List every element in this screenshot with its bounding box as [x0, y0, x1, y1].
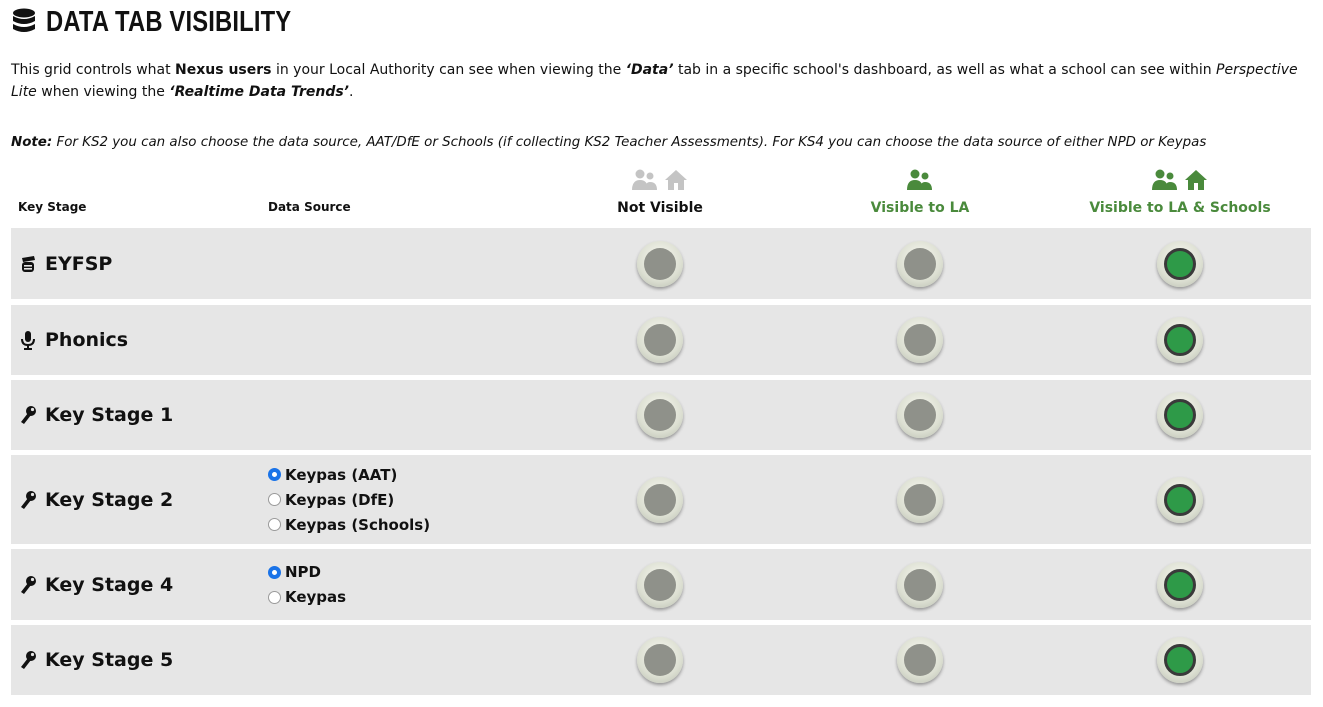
visible-la-toggle[interactable] [897, 241, 943, 287]
visible-la-header [800, 166, 1040, 216]
visible-la-schools-toggle[interactable] [1157, 637, 1203, 683]
note-text [11, 132, 1311, 154]
stage-cell [19, 380, 173, 450]
visible-la-schools-header [1060, 166, 1300, 216]
visible-la-toggle[interactable] [897, 637, 943, 683]
source-option[interactable] [268, 586, 346, 608]
not-visible-toggle[interactable] [637, 241, 683, 287]
not-visible-header [540, 166, 780, 216]
stage-label: Key Stage 4 [45, 573, 174, 596]
intro-text-part: in your Local Authority can see when viewing the [271, 62, 626, 78]
home-icon [1184, 169, 1208, 191]
intro-perspective-lite: Perspective Lite [11, 62, 1298, 100]
intro-nexus-users: Nexus users [175, 62, 272, 78]
table-row [11, 305, 1311, 375]
page-title: DATA TAB VISIBILITY [46, 5, 292, 38]
radio-button[interactable] [268, 468, 281, 481]
stage-cell [19, 228, 112, 299]
wrench-icon [19, 405, 37, 425]
stage-cell [19, 455, 173, 544]
table-row [11, 455, 1311, 544]
source-option-label: Keypas [285, 588, 347, 606]
source-option-label: Keypas (DfE) [285, 490, 395, 509]
source-option-label: Keypas (AAT) [285, 465, 398, 484]
source-option-label: Keypas (Schools) [285, 515, 431, 534]
note-label: Note: [11, 135, 53, 150]
visible-la-schools-toggle[interactable] [1157, 477, 1203, 523]
stage-label: Key Stage 2 [45, 488, 174, 511]
radio-button[interactable] [268, 591, 281, 604]
visible-la-toggle[interactable] [897, 477, 943, 523]
microphone-icon [19, 330, 37, 350]
not-visible-toggle[interactable] [637, 562, 683, 608]
intro-data-tab: ‘Data’ [625, 62, 674, 78]
source-option-label: NPD [285, 563, 321, 581]
visible-la-label: Visible to LA [870, 200, 970, 216]
users-icon [632, 169, 658, 191]
intro-text-part: tab in a specific school's dashboard, as well as what a school can see within [673, 62, 1217, 78]
wrench-icon [19, 650, 37, 670]
source-option[interactable] [268, 561, 346, 583]
stage-label: Key Stage 5 [45, 649, 174, 671]
source-option[interactable] [268, 464, 430, 486]
wrench-icon [19, 575, 37, 595]
table-row [11, 228, 1311, 299]
visible-la-schools-toggle[interactable] [1157, 562, 1203, 608]
baby-bottle-icon [19, 255, 37, 273]
visible-la-toggle[interactable] [897, 392, 943, 438]
radio-button[interactable] [268, 518, 281, 531]
intro-realtime-trends: ‘Realtime Data Trends’ [169, 84, 350, 100]
stage-label: EYFSP [45, 252, 113, 275]
note-body: For KS2 you can also choose the data source, AAT/DfE or Schools (if collecting KS2 Teacher Assessments). For KS4 you can choose the data source of either NPD or Keypas [52, 135, 1207, 150]
page-header [12, 4, 345, 40]
stage-label: Key Stage 1 [45, 404, 174, 426]
not-visible-label: Not Visible [617, 200, 703, 216]
not-visible-toggle[interactable] [637, 392, 683, 438]
home-icon [664, 169, 688, 191]
source-option[interactable] [268, 514, 430, 536]
data-source-header: Data Source [268, 200, 351, 214]
table-row [11, 625, 1311, 695]
wrench-icon [19, 490, 37, 510]
data-source-options [268, 549, 346, 620]
not-visible-toggle[interactable] [637, 637, 683, 683]
intro-text [11, 59, 1311, 103]
users-icon [907, 169, 933, 191]
intro-text-part: This grid controls what [11, 62, 176, 78]
visible-la-toggle[interactable] [897, 317, 943, 363]
data-source-options [268, 455, 430, 544]
database-icon [12, 8, 36, 36]
key-stage-header: Key Stage [18, 200, 87, 214]
stage-cell [19, 549, 173, 620]
visible-la-schools-toggle[interactable] [1157, 241, 1203, 287]
intro-text-part: . [349, 84, 354, 100]
intro-text-part: when viewing the [36, 84, 170, 100]
table-row [11, 380, 1311, 450]
visible-la-schools-toggle[interactable] [1157, 317, 1203, 363]
source-option[interactable] [268, 489, 430, 511]
radio-button[interactable] [268, 566, 281, 579]
stage-cell [19, 305, 128, 375]
not-visible-toggle[interactable] [637, 477, 683, 523]
visible-la-schools-toggle[interactable] [1157, 392, 1203, 438]
stage-label: Phonics [45, 329, 129, 351]
visible-la-toggle[interactable] [897, 562, 943, 608]
not-visible-toggle[interactable] [637, 317, 683, 363]
table-row [11, 549, 1311, 620]
radio-button[interactable] [268, 493, 281, 506]
stage-cell [19, 625, 173, 695]
users-icon [1152, 169, 1178, 191]
visible-la-schools-label: Visible to LA & Schools [1089, 200, 1271, 216]
